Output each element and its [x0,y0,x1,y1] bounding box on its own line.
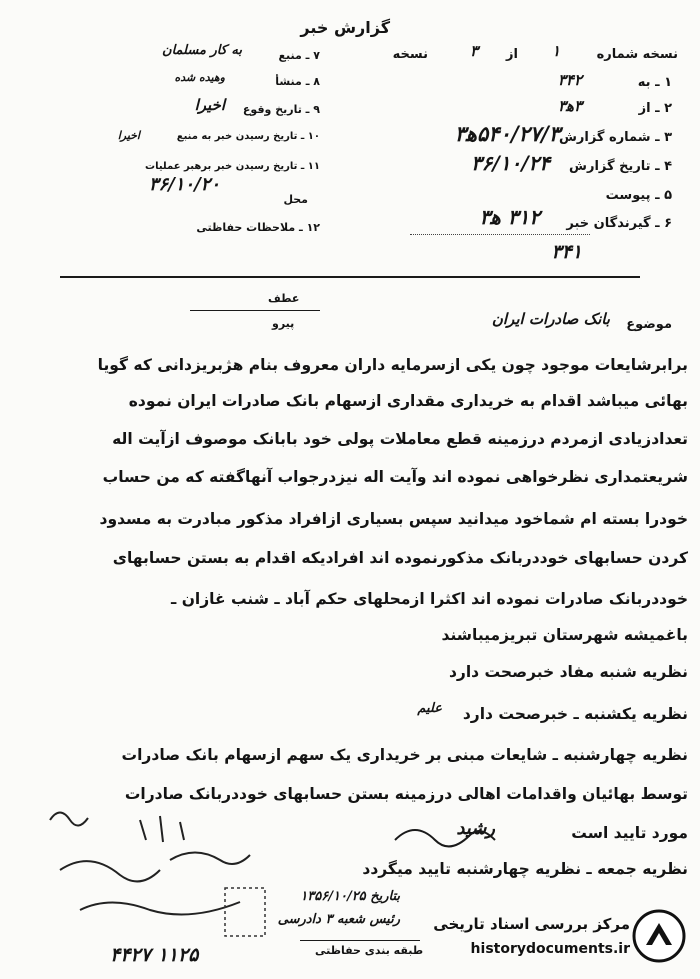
field-2-value: ۳ه‍۳ [557,97,582,115]
field-9-value: اخیرا [194,96,225,114]
field-2-label: ۲ ـ از [638,101,672,116]
field-4-label: ۴ ـ تاریخ گزارش [569,159,672,174]
body-line-5: خودرا بسته ام شماخود میدانید سپس بسیاری ازافراد مذکور مبادرت به مسدود [99,510,688,528]
field-1-label: ۱ ـ به [637,75,672,90]
field-9-label: ۹ ـ تاریخ وقوع [242,103,320,116]
field-12-label: ۱۲ ـ ملاحظات حفاظتی [196,221,320,234]
peyro-label: پیرو [272,317,295,330]
atf-line [190,310,320,311]
field-6-label: ۶ ـ گیرندگان خبر [566,216,672,231]
field-11-value: ۳۶/۱۰/۲۰ [148,174,220,195]
field-3-label: ۳ ـ شماره گزارش [558,130,672,145]
field-8-label: ۸ ـ منشأ [275,75,320,88]
watermark-url: historydocuments.ir [470,941,630,957]
copy-number-label: نسخه شماره [596,47,678,62]
handwritten-annotation-bottom: رئیس شعبه ۳ دادرسی [277,912,400,927]
handwritten-annotation-right: بتاریخ ۱۳۵۶/۱۰/۲۵ [300,889,400,904]
field-6-value: ۳۱۲ ه‍۳ [479,205,540,229]
body-line-6: کردن حسابهای خوددربانک مذکورنموده اند افرادیکه اقدام به بستن حسابهای [112,549,688,567]
field-11-label: ۱۱ ـ تاریخ رسیدن خبر برهبر عملیات [145,161,320,172]
body-line-3: تعدادزیادی ازمردم درزمینه قطع معاملات پولی خود بابانک موصوف ازآیت اله [112,430,688,448]
subject-value: بانک صادرات ایران [491,310,610,328]
body-line-4: شریعتمداری نظرخواهی نموده اند وآیت اله نیزدرجواب آنهاگفته که من حساب [102,468,688,486]
body-line-8: باغمیشه شهرستان تبریزمیباشند [441,626,688,644]
body-line-10: نظریه یکشنبه ـ خبرصحت دارد [462,705,688,723]
copy-number-line [378,44,678,66]
body-line-7: خوددربانک صادرات نموده اند اکثرا ازمحلهای حکم آباد ـ شنب غازان ـ [171,590,688,608]
header-separator [60,276,640,278]
copy-total-value: ۳ [469,42,478,60]
watermark [418,905,688,969]
document-title: گزارش خبر [300,18,390,37]
signature-curl [385,815,505,855]
watermark-title: مرکز بررسی اسناد تاریخی [433,915,630,933]
subject-label: موضوع [626,317,672,332]
field-3-value: ۵۴۰/۲۷/۳ه‍۳ [454,121,560,146]
copy-number-value: ۱ [551,42,560,60]
body-line-12: توسط بهائیان واقدامات اهالی درزمینه بستن حسابهای خوددربانک صادرات [124,785,688,803]
body-line-1: برابرشایعات موجود چون یکی ازسرمایه داران معروف بنام هژبریزدانی که گویا [97,356,688,374]
field-5-label: ۵ ـ پیوست [605,188,672,203]
body-line-11: نظریه چهارشنبه ـ شایعات مبنی بر خریداری یک سهم ازسهام بانک صادرات [121,746,688,764]
field-7-label: ۷ ـ منبع [278,49,320,62]
body-line-13: مورد تایید است [571,824,688,842]
sunday-initial: علیم [417,701,442,716]
footer-classification: طبقه بندی حفاظتی [315,944,424,957]
field-location-label: محل [283,193,308,206]
field-7-value: به کار مسلمان [162,43,242,58]
archive-logo-icon [632,909,686,963]
archive-number: ۱۱۲۵ ۴۴۲۷ [110,944,199,966]
field-8-value: وهیده شده [174,71,225,84]
signature-1: رشید [456,818,495,839]
footer-rule [300,940,420,941]
field-10-value: اخیرا [117,129,140,142]
field-6b-value: ۳۴۱ [551,241,582,263]
copy-of-label: از [506,47,518,62]
body-line-9: نظریه شنبه مفاد خبرصحت دارد [448,663,688,681]
body-line-14: نظریه جمعه ـ نظریه چهارشنبه تایید میگردد [362,860,688,878]
scribble-marks [20,800,280,950]
field-6-dotline [410,234,590,235]
body-line-2: بهائی میباشد اقدام به خریداری مقداری ازسهام بانک صادرات ایران نموده [128,392,688,410]
copy-suffix-label: نسخه [392,47,428,62]
field-1-value: ۳۴۲ [557,71,582,89]
field-10-label: ۱۰ ـ تاریخ رسیدن خبر به منبع [176,131,320,142]
atf-label: عطف [268,292,300,305]
field-4-value: ۳۶/۱۰/۲۴ [470,151,550,175]
